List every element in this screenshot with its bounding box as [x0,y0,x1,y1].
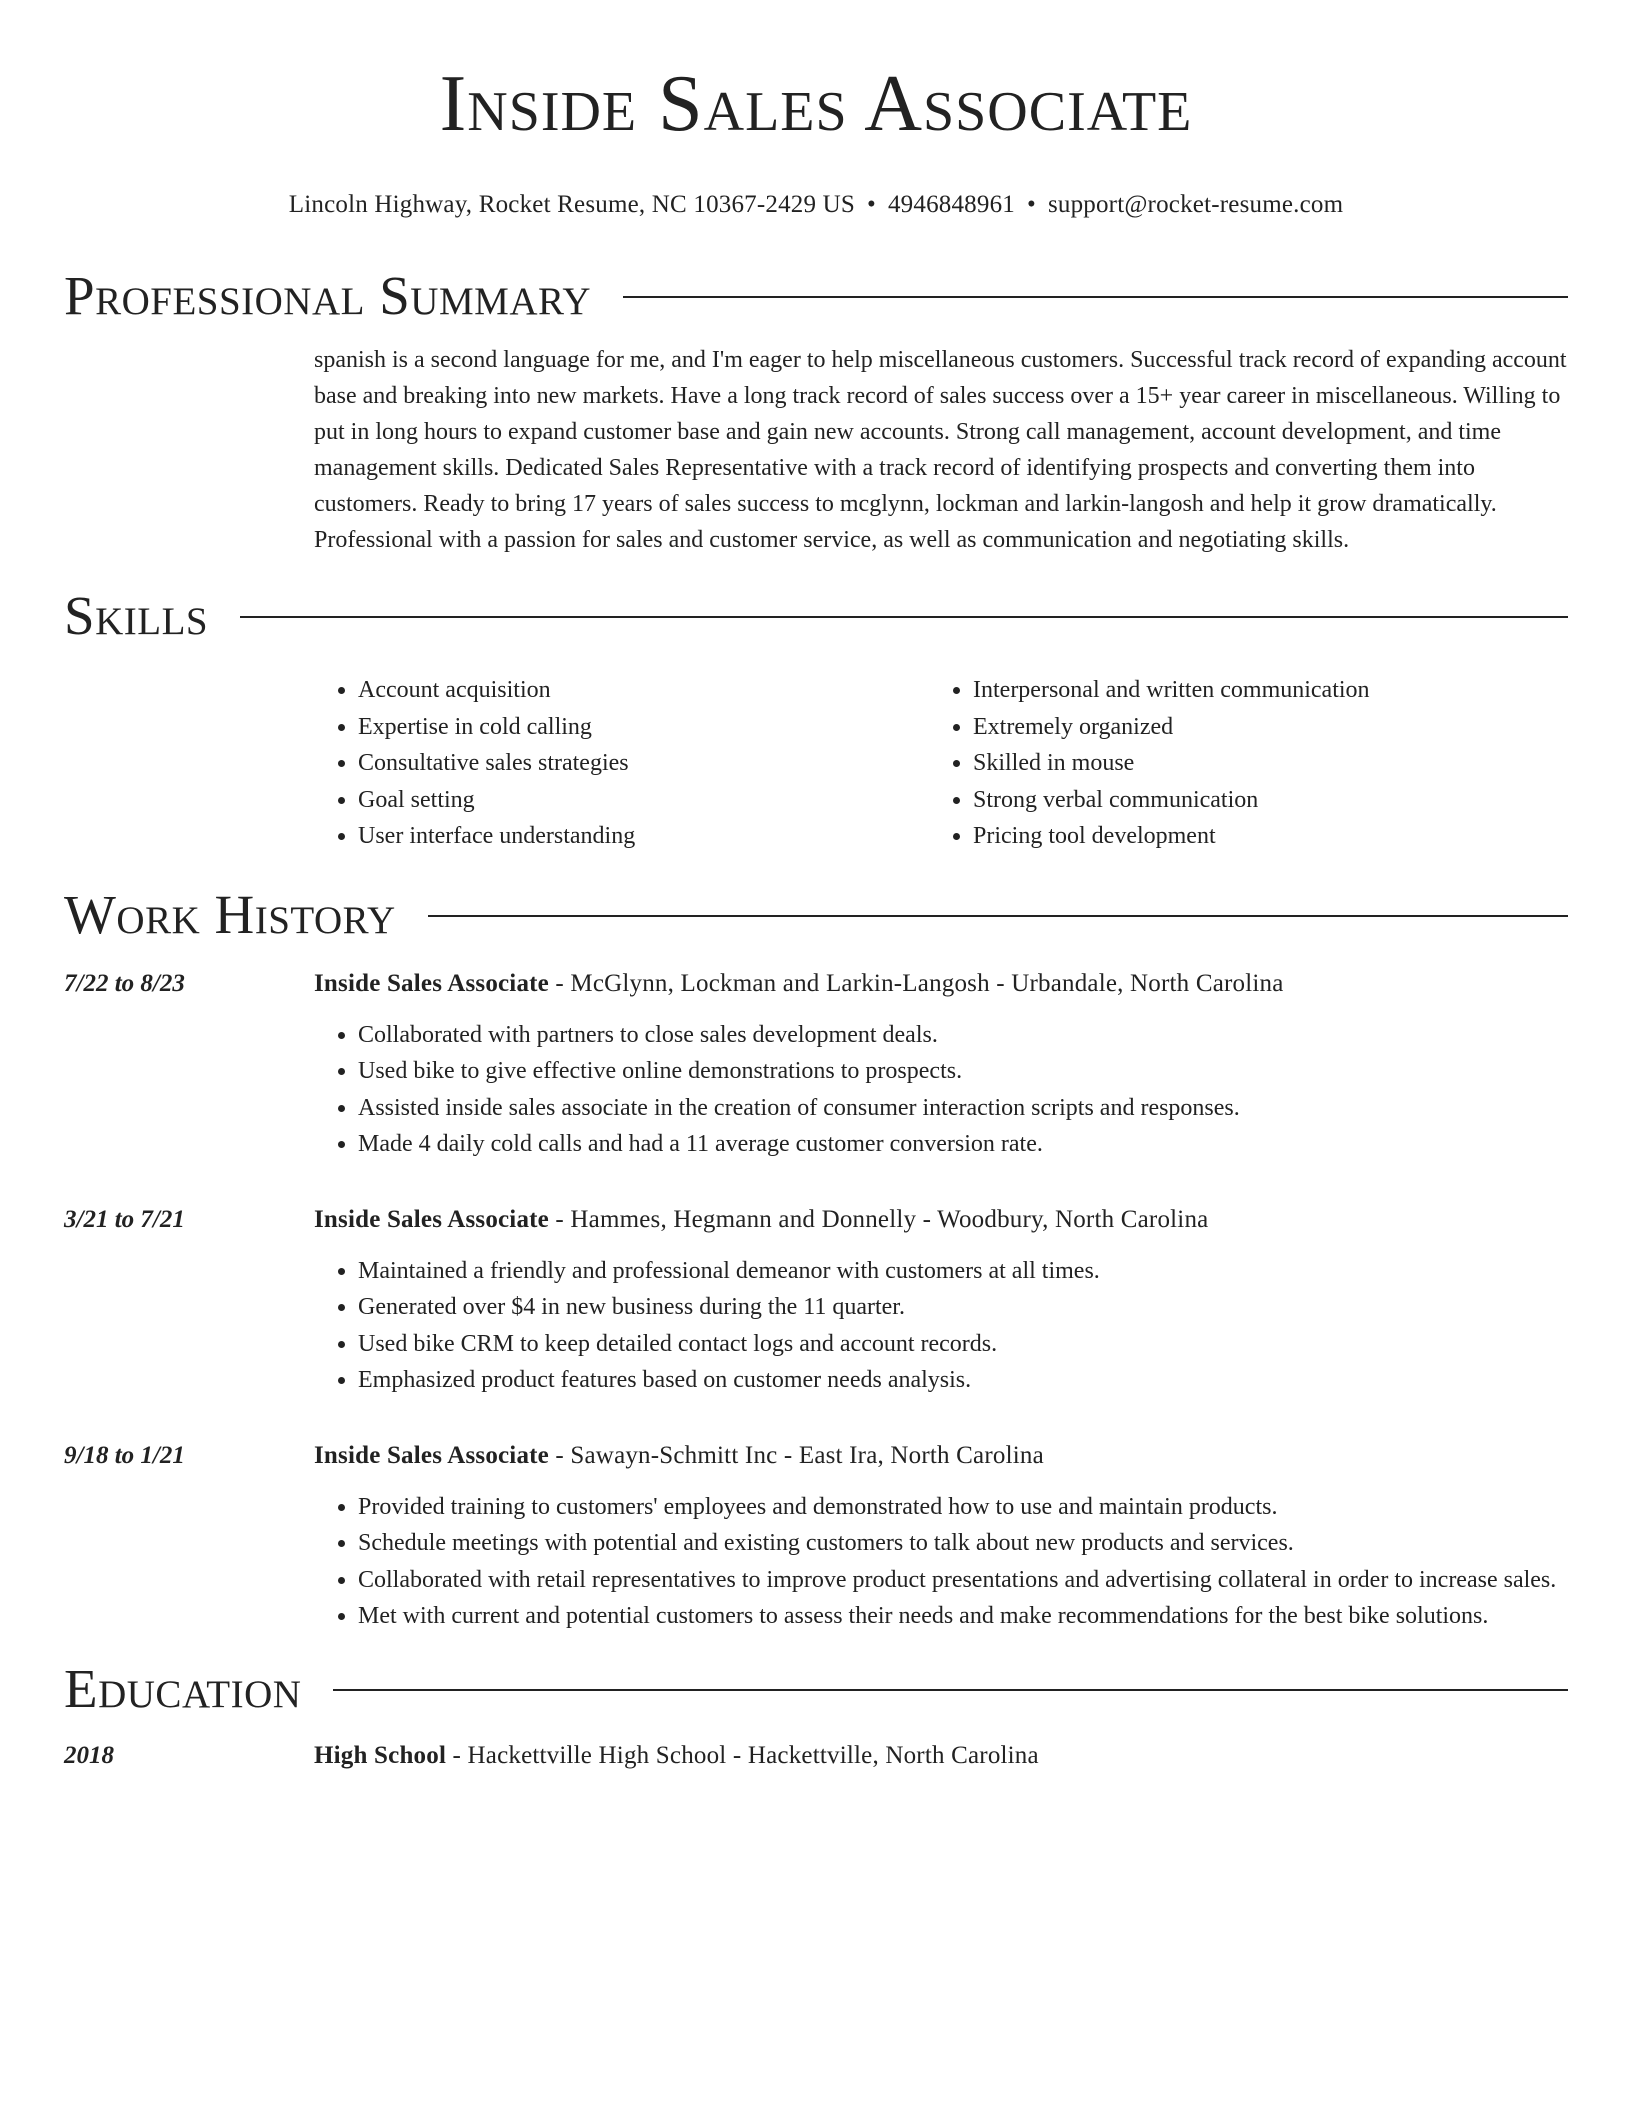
work-heading: Work History [64,883,396,945]
contact-line [64,190,1568,220]
education-section-header [64,1659,1568,1719]
job-bullet: • Used bike to give effective online demonstrations to prospects. [358,1053,1568,1090]
education-degree: High School [314,1741,447,1769]
job-bullet: • Met with current and potential customers to assess their needs and make recommendations for the best bike solutions. [358,1598,1568,1635]
skills-column-left [314,672,929,855]
contact-separator: • [867,191,876,218]
section-divider [428,915,1568,917]
job-title-line [314,1439,1568,1473]
job-bullets [314,1489,1568,1635]
skills-list [314,672,1568,855]
job-dates: 3/21 to 7/21 [64,1205,185,1233]
contact-separator: • [1026,191,1036,218]
skill-item: • Expertise in cold calling [358,709,929,746]
contact-address: Lincoln Highway, Rocket Resume, NC 10367-2429 US [288,191,856,218]
education-details: - Hackettville High School - Hackettville, North Carolina [446,1741,1039,1769]
work-section-header [64,885,1568,945]
summary-heading: Professional Summary [64,265,592,326]
skill-item: • Strong verbal communication [973,782,1544,819]
skill-item: • Interpersonal and written communication [973,672,1544,709]
section-divider [240,616,1568,618]
job-title: Inside Sales Associate [314,1441,549,1469]
job-dates: 9/18 to 1/21 [64,1441,185,1469]
job-title: Inside Sales Associate [314,1205,549,1233]
skill-item: • Pricing tool development [973,818,1544,855]
job-bullet: • Collaborated with retail representatives to improve product presentations and advertising collateral in order to increase sales. [358,1562,1568,1599]
job-entry [64,1203,1568,1399]
job-body [314,967,1568,1163]
section-divider [333,1689,1568,1691]
section-divider [623,296,1568,298]
job-entry [64,967,1568,1163]
job-details: - Sawayn-Schmitt Inc - East Ira, North Carolina [548,1441,1044,1469]
job-title: Inside Sales Associate [314,969,549,997]
job-bullet: • Collaborated with partners to close sales development deals. [358,1017,1568,1054]
job-entry [64,1439,1568,1635]
education-title-line [314,1739,1039,1773]
job-body [314,1439,1568,1635]
job-bullet: • Made 4 daily cold calls and had a 11 average customer conversion rate. [358,1126,1568,1163]
skills-heading: Skills [64,585,209,646]
skill-item: • Consultative sales strategies [358,745,929,782]
skill-item: • Extremely organized [973,709,1544,746]
resume-name: Inside Sales Associate [439,60,1193,148]
job-bullet: • Used bike CRM to keep detailed contact logs and account records. [358,1326,1568,1363]
education-entry [64,1739,1568,1773]
contact-phone: 4946848961 [887,191,1015,218]
job-details: - McGlynn, Lockman and Larkin-Langosh - Urbandale, North Carolina [548,969,1284,997]
job-bullets [314,1253,1568,1399]
job-bullet: • Emphasized product features based on customer needs analysis. [358,1362,1568,1399]
skills-section-header [64,586,1568,646]
job-bullet: • Provided training to customers' employees and demonstrated how to use and maintain products. [358,1489,1568,1526]
contact-email: support@rocket-resume.com [1047,191,1344,218]
skill-item: • Account acquisition [358,672,929,709]
job-bullet: • Assisted inside sales associate in the creation of consumer interaction scripts and responses. [358,1090,1568,1127]
job-bullet: • Generated over $4 in new business during the 11 quarter. [358,1289,1568,1326]
skill-item: • Skilled in mouse [973,745,1544,782]
summary-text: spanish is a second language for me, and I'm eager to help miscellaneous customers. Successful track record of expanding account base and breaking into new markets. Have a long track record of sales success over a 15+ year career in miscellaneous. Willing to put in long hours to expand customer base and gain new accounts. Strong call management, account development, and time management skills. Dedicated Sales Representative with a track record of identifying prospects and converting them into customers. Ready to bring 17 years of sales success to mcglynn, lockman and larkin-langosh and help it grow dramatically. Professional with a passion for sales and customer service, as well as communication and negotiating skills. [314,347,1567,553]
job-bullet: • Maintained a friendly and professional demeanor with customers at all times. [358,1253,1568,1290]
job-title-line [314,1203,1568,1237]
job-bullets [314,1017,1568,1163]
job-details: - Hammes, Hegmann and Donnelly - Woodbury, North Carolina [548,1205,1209,1233]
education-year: 2018 [64,1741,114,1769]
skill-item: • User interface understanding [358,818,929,855]
job-body [314,1203,1568,1399]
skills-column-right [929,672,1544,855]
job-title-line [314,967,1568,1001]
job-bullet: • Schedule meetings with potential and existing customers to talk about new products and services. [358,1525,1568,1562]
job-dates: 7/22 to 8/23 [64,969,185,997]
summary-section-header [64,266,1568,326]
skill-item: • Goal setting [358,782,929,819]
education-heading: Education [64,1657,302,1719]
